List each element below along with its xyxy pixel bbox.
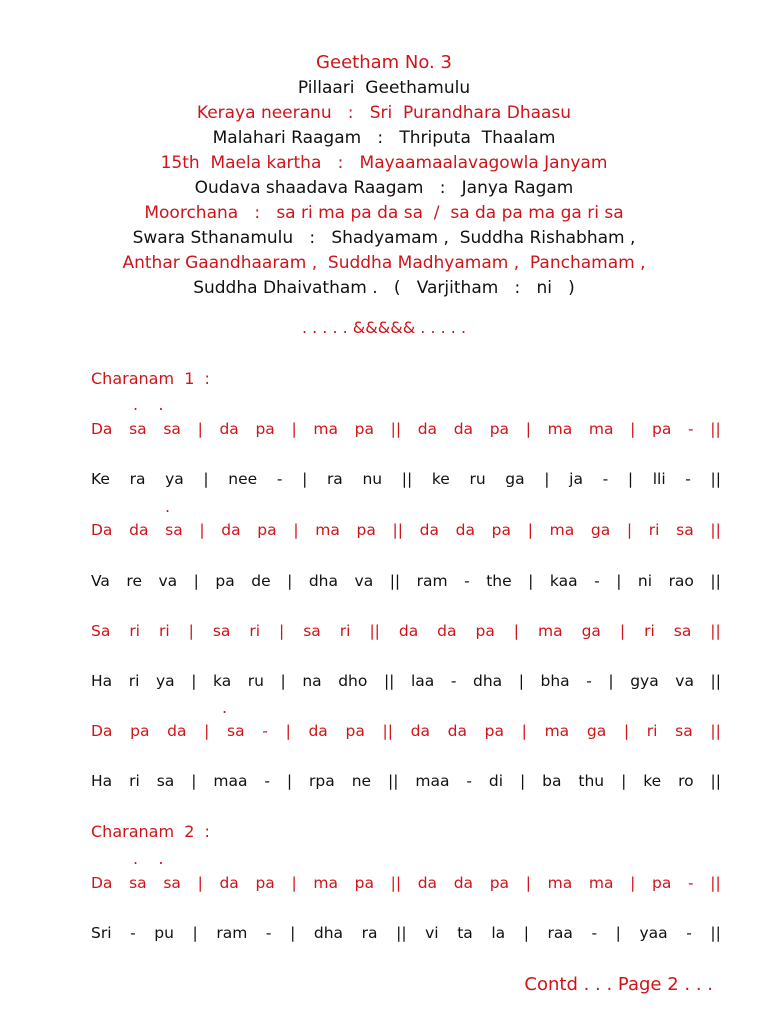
note-syllable: laa	[410, 672, 435, 690]
bar-separator: |	[525, 420, 531, 438]
note-syllable: Da	[91, 521, 113, 539]
bar-separator: |	[630, 420, 636, 438]
note-syllable: -	[264, 772, 270, 790]
note-syllable: ri	[129, 772, 140, 790]
note-syllable: da	[437, 622, 457, 640]
note-syllable: yaa	[639, 924, 668, 942]
note-syllable: ri	[128, 672, 140, 690]
note-syllable: -	[686, 924, 692, 942]
note-syllable: da	[453, 420, 474, 438]
bar-separator: |	[280, 672, 286, 690]
note-syllable: ma	[315, 521, 340, 539]
bar-separator: ||	[710, 622, 721, 640]
sahitya-row	[91, 470, 721, 488]
bar-separator: ||	[383, 672, 395, 690]
note-syllable: ni	[637, 572, 653, 590]
bar-separator: |	[203, 470, 209, 488]
bar-separator: |	[191, 772, 197, 790]
bar-separator: |	[293, 521, 299, 539]
bar-separator: |	[525, 874, 531, 892]
bar-separator: |	[616, 572, 622, 590]
tara-sthayi-dot: .	[222, 698, 228, 717]
bar-separator: |	[290, 924, 296, 942]
note-syllable: pu	[154, 924, 174, 942]
header	[0, 50, 768, 301]
note-syllable: pa	[484, 722, 504, 740]
note-syllable: ka	[213, 672, 232, 690]
bar-separator: ||	[401, 470, 413, 488]
note-syllable: va	[158, 572, 178, 590]
swara-row	[91, 521, 721, 539]
note-syllable: pa	[345, 722, 365, 740]
swara-row	[91, 420, 721, 438]
note-syllable: pa	[255, 420, 275, 438]
bar-separator: |	[188, 622, 194, 640]
sahitya-row	[91, 672, 721, 690]
note-syllable: ya	[165, 470, 184, 488]
note-syllable: ru	[469, 470, 486, 488]
raga-type-line: Oudava shaadava Raagam : Janya Ragam	[194, 178, 574, 198]
bar-separator: ||	[396, 924, 407, 942]
note-syllable: -	[130, 924, 136, 942]
note-syllable: -	[688, 874, 694, 892]
note-syllable: Ha	[91, 772, 113, 790]
bar-separator: ||	[390, 420, 402, 438]
note-syllable: ba	[542, 772, 562, 790]
note-syllable: Sa	[91, 622, 111, 640]
note-syllable: da	[419, 521, 439, 539]
bar-separator: |	[626, 521, 633, 539]
note-syllable: da	[129, 521, 149, 539]
note-syllable: pa	[356, 521, 376, 539]
note-syllable: the	[486, 572, 512, 590]
note-syllable: ma	[313, 874, 338, 892]
note-syllable: ri	[644, 622, 655, 640]
sahitya-row	[91, 924, 721, 942]
note-syllable: ma	[544, 722, 570, 740]
note-syllable: Ha	[91, 672, 113, 690]
swara-sthanamulu-line: Swara Sthanamulu : Shadyamam , Suddha Rishabham ,	[132, 228, 636, 248]
note-syllable: di	[488, 772, 504, 790]
note-syllable: Sri	[91, 924, 112, 942]
divider: . . . . . &&&&& . . . . .	[301, 318, 467, 337]
note-syllable: -	[276, 470, 283, 488]
note-syllable: gya	[630, 672, 659, 690]
note-syllable: pa	[475, 622, 495, 640]
note-syllable: sa	[129, 874, 147, 892]
note-syllable: ta	[457, 924, 473, 942]
bar-separator: |	[619, 622, 626, 640]
note-syllable: da	[410, 722, 430, 740]
bar-separator: |	[630, 874, 636, 892]
note-syllable: ma	[313, 420, 338, 438]
bar-separator: |	[286, 772, 293, 790]
raagam-thaalam-line: Malahari Raagam : Thriputa Thaalam	[212, 128, 556, 148]
note-syllable: ke	[431, 470, 450, 488]
note-syllable: -	[265, 924, 272, 942]
note-syllable: -	[464, 572, 470, 590]
note-syllable: raa	[547, 924, 573, 942]
note-syllable: de	[251, 572, 271, 590]
bar-separator: |	[291, 420, 297, 438]
bar-separator: |	[204, 722, 210, 740]
note-syllable: ra	[129, 470, 146, 488]
note-syllable: pa	[255, 874, 275, 892]
bar-separator: |	[518, 672, 524, 690]
note-syllable: da	[455, 521, 475, 539]
note-syllable: nee	[228, 470, 258, 488]
bar-separator: ||	[392, 521, 403, 539]
bar-separator: ||	[710, 672, 721, 690]
note-syllable: ga	[586, 722, 607, 740]
bar-separator: |	[623, 722, 630, 740]
bar-separator: ||	[710, 874, 721, 892]
sahitya-row	[91, 772, 721, 790]
note-syllable: sa	[163, 874, 181, 892]
note-syllable: -	[262, 722, 268, 740]
bar-separator: ||	[382, 722, 393, 740]
tara-sthayi-dot: .	[165, 497, 171, 516]
sahitya-row	[91, 572, 721, 590]
note-syllable: vi	[425, 924, 439, 942]
bar-separator: |	[627, 470, 634, 488]
note-syllable: ru	[247, 672, 264, 690]
note-syllable: dha	[472, 672, 503, 690]
bar-separator: |	[197, 420, 203, 438]
note-syllable: da	[221, 521, 241, 539]
note-syllable: ri	[648, 521, 660, 539]
tara-sthayi-dots: . .	[133, 395, 164, 414]
note-syllable: da	[398, 622, 419, 640]
note-syllable: ga	[590, 521, 611, 539]
note-syllable: ram	[216, 924, 248, 942]
bar-separator: |	[199, 521, 205, 539]
continued-note: Contd . . . Page 2 . . .	[524, 974, 713, 995]
note-syllable: Da	[91, 722, 113, 740]
swara-row	[91, 874, 721, 892]
swara-row	[91, 722, 721, 740]
moorchana-line: Moorchana : sa ri ma pa da sa / sa da pa ma ga ri sa	[144, 203, 624, 223]
note-syllable: ke	[643, 772, 662, 790]
note-syllable: dha	[313, 924, 344, 942]
note-syllable: ya	[155, 672, 175, 690]
bar-separator: ||	[710, 924, 721, 942]
note-syllable: va	[675, 672, 694, 690]
bar-separator: |	[615, 924, 621, 942]
note-syllable: ga	[505, 470, 525, 488]
note-syllable: na	[302, 672, 322, 690]
note-syllable: ri	[249, 622, 261, 640]
note-syllable: sa	[676, 521, 694, 539]
bar-separator: ||	[710, 470, 721, 488]
note-syllable: Da	[91, 420, 113, 438]
note-syllable: maa	[213, 772, 248, 790]
note-syllable: re	[126, 572, 142, 590]
note-syllable: dha	[308, 572, 339, 590]
note-syllable: sa	[163, 420, 181, 438]
bar-separator: |	[279, 622, 285, 640]
note-syllable: da	[447, 722, 467, 740]
note-syllable: ne	[351, 772, 372, 790]
note-syllable: ro	[678, 772, 694, 790]
note-syllable: pa	[489, 874, 510, 892]
note-syllable: ma	[547, 420, 573, 438]
bar-separator: |	[608, 672, 614, 690]
note-syllable: sa	[303, 622, 321, 640]
note-syllable: la	[491, 924, 506, 942]
composer-line: Keraya neeranu : Sri Purandhara Dhaasu	[196, 103, 572, 123]
note-syllable: -	[594, 572, 600, 590]
note-syllable: da	[453, 874, 474, 892]
note-syllable: ma	[538, 622, 563, 640]
bar-separator: |	[191, 672, 197, 690]
note-syllable: -	[591, 924, 598, 942]
bar-separator: |	[193, 572, 199, 590]
note-syllable: pa	[491, 521, 512, 539]
note-syllable: thu	[578, 772, 605, 790]
bar-separator: |	[192, 924, 198, 942]
bar-separator: ||	[390, 874, 402, 892]
note-syllable: -	[688, 420, 694, 438]
note-syllable: da	[167, 722, 187, 740]
bar-separator: ||	[710, 572, 721, 590]
note-syllable: pa	[652, 874, 672, 892]
note-syllable: ram	[416, 572, 448, 590]
note-syllable: rao	[668, 572, 694, 590]
bar-separator: |	[291, 874, 297, 892]
note-syllable: ma	[588, 874, 614, 892]
note-syllable: da	[219, 874, 239, 892]
note-syllable: sa	[129, 420, 147, 438]
note-syllable: -	[450, 672, 457, 690]
bar-separator: ||	[710, 521, 721, 539]
swara-sthanamulu-line-2: Anthar Gaandhaaram , Suddha Madhyamam , Panchamam ,	[122, 253, 646, 273]
charanam-2-heading: Charanam 2 :	[91, 822, 210, 841]
note-syllable: sa	[165, 521, 183, 539]
note-syllable: Ke	[91, 470, 110, 488]
bar-separator: |	[527, 521, 533, 539]
bar-separator: |	[521, 722, 527, 740]
note-syllable: pa	[354, 874, 374, 892]
bar-separator: |	[197, 874, 203, 892]
note-syllable: -	[685, 470, 691, 488]
note-syllable: sa	[673, 622, 692, 640]
bar-separator: ||	[710, 420, 721, 438]
charanam-1-heading: Charanam 1 :	[91, 369, 210, 388]
note-syllable: ja	[569, 470, 583, 488]
bar-separator: |	[285, 722, 291, 740]
note-syllable: ri	[129, 622, 140, 640]
note-syllable: pa	[354, 420, 374, 438]
subtitle: Pillaari Geethamulu	[297, 78, 471, 98]
note-syllable: lli	[652, 470, 666, 488]
bar-separator: |	[513, 622, 520, 640]
note-syllable: ra	[361, 924, 378, 942]
note-syllable: sa	[675, 722, 693, 740]
note-syllable: ri	[158, 622, 170, 640]
note-syllable: sa	[212, 622, 231, 640]
note-syllable: maa	[415, 772, 450, 790]
note-syllable: da	[308, 722, 328, 740]
note-syllable: da	[219, 420, 239, 438]
note-syllable: da	[417, 874, 438, 892]
note-syllable: da	[417, 420, 438, 438]
note-syllable: pa	[652, 420, 672, 438]
note-syllable: va	[354, 572, 374, 590]
tara-sthayi-dots: . .	[133, 849, 164, 868]
note-syllable: dho	[338, 672, 368, 690]
note-syllable: pa	[489, 420, 510, 438]
bar-separator: ||	[369, 622, 380, 640]
note-syllable: -	[602, 470, 609, 488]
note-syllable: bha	[540, 672, 570, 690]
note-syllable: ma	[588, 420, 614, 438]
note-syllable: -	[466, 772, 472, 790]
note-syllable: sa	[227, 722, 245, 740]
bar-separator: |	[287, 572, 293, 590]
bar-separator: ||	[710, 772, 721, 790]
note-syllable: pa	[215, 572, 235, 590]
note-syllable: kaa	[549, 572, 578, 590]
note-syllable: Da	[91, 874, 113, 892]
note-syllable: ri	[339, 622, 351, 640]
page-title: Geetham No. 3	[316, 52, 452, 73]
note-syllable: sa	[156, 772, 175, 790]
bar-separator: |	[528, 572, 534, 590]
note-syllable: ma	[547, 874, 573, 892]
bar-separator: ||	[387, 772, 399, 790]
bar-separator: ||	[710, 722, 721, 740]
bar-separator: |	[621, 772, 627, 790]
note-syllable: ra	[326, 470, 343, 488]
note-syllable: rpa	[309, 772, 335, 790]
note-syllable: Va	[91, 572, 110, 590]
melakartha-line: 15th Maela kartha : Mayaamaalavagowla Janyam	[160, 153, 608, 173]
note-syllable: pa	[257, 521, 277, 539]
swara-sthanamulu-line-3: Suddha Dhaivatham . ( Varjitham : ni )	[193, 278, 575, 298]
bar-separator: |	[519, 772, 526, 790]
bar-separator: |	[523, 924, 529, 942]
bar-separator: |	[544, 470, 550, 488]
note-syllable: ga	[581, 622, 601, 640]
bar-separator: |	[302, 470, 308, 488]
note-syllable: ma	[549, 521, 575, 539]
note-syllable: ri	[646, 722, 658, 740]
note-syllable: -	[586, 672, 592, 690]
swara-row	[91, 622, 721, 640]
note-syllable: pa	[130, 722, 150, 740]
note-syllable: nu	[362, 470, 383, 488]
bar-separator: ||	[389, 572, 401, 590]
